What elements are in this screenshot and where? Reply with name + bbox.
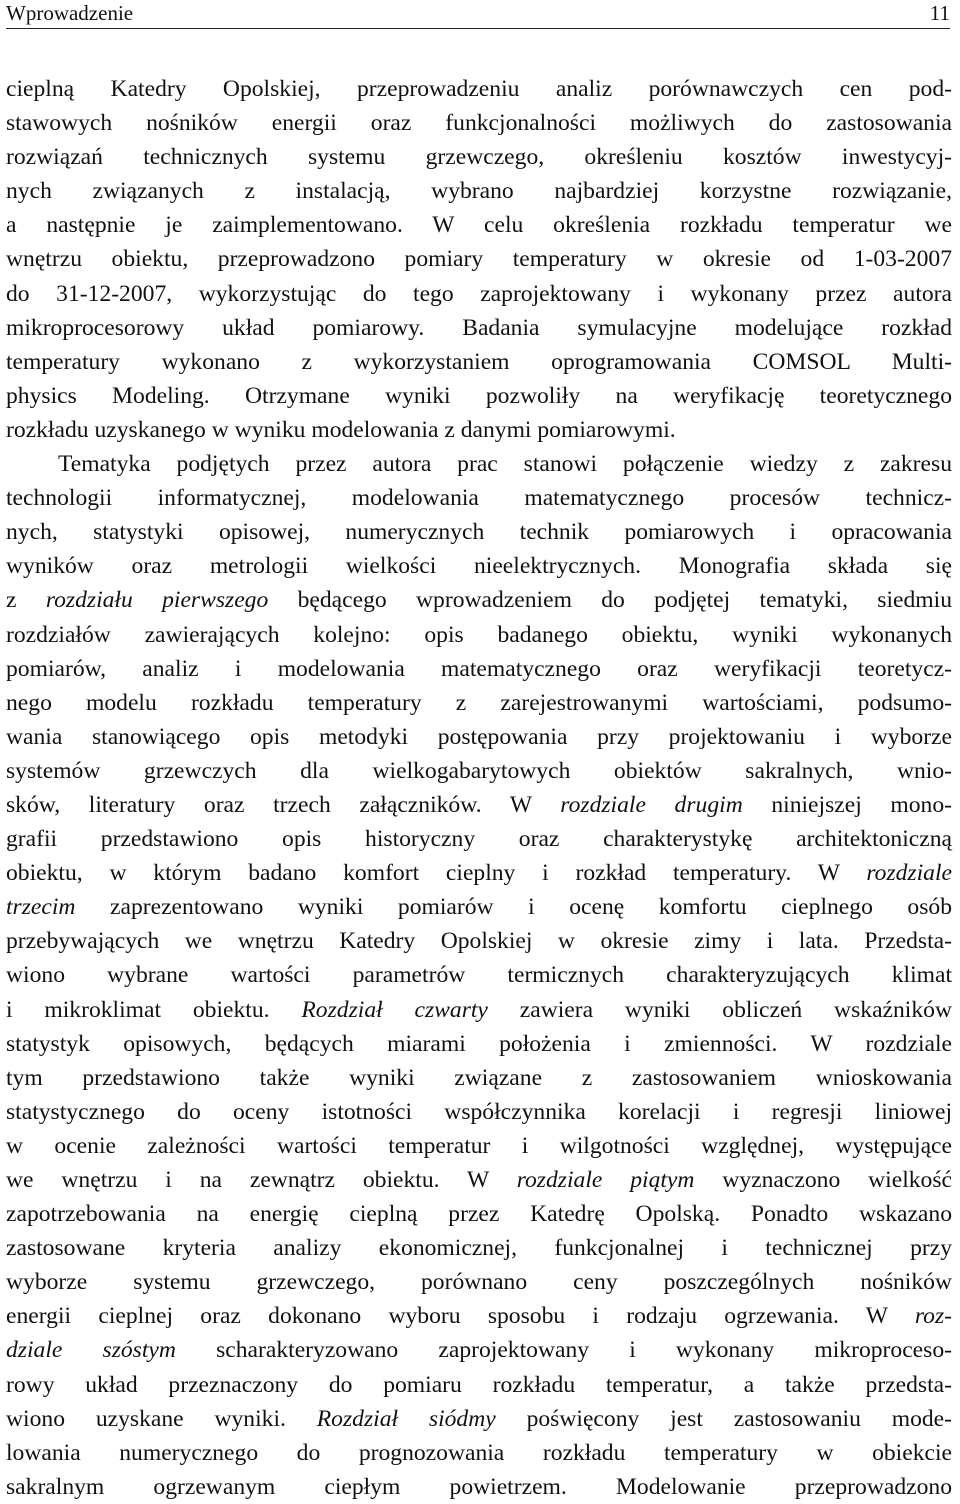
- text-line: [6, 890, 952, 924]
- text-run: lowania numerycznego do prognozowania rozkładu temperatury w obiekcie: [6, 1439, 952, 1466]
- text-run: będącego wprowadzeniem do podjętej tematyki, siedmiu: [268, 587, 952, 614]
- text-line: [6, 1333, 952, 1367]
- text-run: rowy układ przeznaczony do pomiaru rozkładu temperatur, a także przedsta-: [6, 1371, 952, 1398]
- text-line: [6, 277, 952, 311]
- emphasized-text: Rozdział czwarty: [301, 996, 488, 1023]
- text-run: systemów grzewczych dla wielkogabarytowych obiektów sakralnych, wnio-: [6, 757, 952, 784]
- text-line: [6, 856, 952, 890]
- text-run: nych, statystyki opisowej, numerycznych technik pomiarowych i opracowania: [6, 519, 952, 546]
- text-run: poświęcony jest zastosowaniu mode-: [495, 1405, 952, 1432]
- paragraph: [6, 72, 952, 447]
- running-header: [6, 0, 950, 29]
- text-run: grafii przedstawiono opis historyczny oraz charakterystykę architektoniczną: [6, 826, 952, 853]
- text-line: [6, 413, 952, 447]
- text-run: energii cieplnej oraz dokonano wyboru sposobu i rodzaju ogrzewania. W: [6, 1303, 915, 1330]
- text-line: [6, 549, 952, 583]
- text-line: [6, 583, 952, 617]
- text-line: [6, 1265, 952, 1299]
- text-run: wiono wybrane wartości parametrów termicznych charakteryzujących klimat: [6, 962, 952, 989]
- text-line: [6, 1061, 952, 1095]
- emphasized-text: rozdziału pierwszego: [45, 587, 269, 614]
- paragraph: [6, 447, 952, 1504]
- emphasized-text: roz-: [914, 1303, 952, 1330]
- text-line: [6, 447, 952, 481]
- page-number: 11: [929, 1, 950, 25]
- text-run: mikroprocesorowy układ pomiarowy. Badania symulacyjne modelujące rozkład: [6, 314, 952, 341]
- text-line: [6, 1095, 952, 1129]
- text-line: [6, 174, 952, 208]
- text-run: wnętrzu obiektu, przeprowadzono pomiary temperatury w okresie od 1-03-2007: [6, 246, 952, 273]
- text-line: [6, 924, 952, 958]
- text-run: sakralnym ogrzewanym ciepłym powietrzem. Modelowanie przeprowadzono: [6, 1473, 952, 1500]
- emphasized-text: rozdziale drugim: [560, 791, 743, 818]
- emphasized-text: dziale szóstym: [6, 1337, 176, 1364]
- text-run: we wnętrzu i na zewnątrz obiektu. W: [6, 1167, 517, 1193]
- text-line: [6, 106, 952, 140]
- text-line: [6, 686, 952, 720]
- text-run: a następnie je zaimplementowano. W celu określenia rozkładu temperatur we: [6, 212, 952, 239]
- text-line: [6, 72, 952, 106]
- text-run: stawowych nośników energii oraz funkcjonalności możliwych do zastosowania: [6, 110, 952, 137]
- text-run: zaprezentowano wyniki pomiarów i ocenę komfortu cieplnego osób: [75, 894, 952, 921]
- text-line: [6, 345, 952, 379]
- text-line: [6, 1197, 952, 1231]
- text-run: cieplną Katedry Opolskiej, przeprowadzeniu analiz porównawczych cen pod-: [6, 76, 952, 102]
- text-run: physics Modeling. Otrzymane wyniki pozwoliły na weryfikację teoretycznego: [6, 382, 952, 409]
- text-run: nego modelu rozkładu temperatury z zarejestrowanymi wartościami, podsumo-: [6, 689, 952, 716]
- emphasized-text: rozdziale piątym: [516, 1167, 695, 1193]
- text-line: [6, 242, 952, 276]
- text-run: i mikroklimat obiektu.: [6, 996, 302, 1023]
- text-run: wyników oraz metrologii wielkości nieelektrycznych. Monografia składa się: [6, 553, 952, 580]
- text-run: niniejszej mono-: [742, 791, 952, 818]
- text-line: [6, 311, 952, 345]
- text-run: do 31-12-2007, wykorzystując do tego zaprojektowany i wykonany przez autora: [6, 280, 952, 307]
- text-line: [6, 958, 952, 992]
- text-run: wyznaczono wielkość: [694, 1167, 952, 1193]
- text-line: [6, 652, 952, 686]
- text-line: [6, 618, 952, 652]
- text-line: [6, 993, 952, 1027]
- text-line: [6, 822, 952, 856]
- text-run: temperatury wykonano z wykorzystaniem oprogramowania COMSOL Multi-: [6, 348, 952, 375]
- text-line: [6, 515, 952, 549]
- text-run: rozkładu uzyskanego w wyniku modelowania z danymi pomiarowymi.: [6, 416, 676, 443]
- text-run: zawiera wyniki obliczeń wskaźników: [487, 996, 952, 1023]
- text-run: wania stanowiącego opis metodyki postępowania przy projektowaniu i wyborze: [6, 723, 952, 750]
- text-line: [6, 720, 952, 754]
- text-run: z: [6, 587, 46, 614]
- text-run: wyborze systemu grzewczego, porównano ceny poszczególnych nośników: [6, 1269, 952, 1296]
- text-run: statystycznego do oceny istotności współczynnika korelacji i regresji liniowej: [6, 1098, 952, 1125]
- text-line: [6, 1299, 952, 1333]
- text-run: technologii informatycznej, modelowania matematycznego procesów technicz-: [6, 485, 952, 512]
- text-run: wiono uzyskane wyniki.: [6, 1405, 317, 1432]
- text-line: [6, 788, 952, 822]
- text-run: nych związanych z instalacją, wybrano najbardziej korzystne rozwiązanie,: [6, 178, 952, 205]
- text-line: [6, 208, 952, 242]
- chapter-title: Wprowadzenie: [6, 1, 134, 25]
- text-line: [6, 754, 952, 788]
- text-run: w ocenie zależności wartości temperatur i wilgotności względnej, występujące: [6, 1132, 952, 1159]
- text-run: sków, literatury oraz trzech załączników. W: [6, 791, 561, 818]
- text-run: zastosowane kryteria analizy ekonomicznej, funkcjonalnej i technicznej przy: [6, 1235, 952, 1262]
- text-line: [6, 1027, 952, 1061]
- text-line: [6, 379, 952, 413]
- text-line: [6, 1436, 952, 1470]
- text-run: Tematyka podjętych przez autora prac stanowi połączenie wiedzy z zakresu: [58, 451, 952, 478]
- text-run: zapotrzebowania na energię cieplną przez Katedrę Opolską. Ponadto wskazano: [6, 1201, 952, 1228]
- text-run: tym przedstawiono także wyniki związane z zastosowaniem wnioskowania: [6, 1064, 952, 1091]
- text-run: scharakteryzowano zaprojektowany i wykonany mikroproceso-: [175, 1337, 952, 1364]
- text-line: [6, 1163, 952, 1197]
- text-line: [6, 1368, 952, 1402]
- text-run: rozdziałów zawierających kolejno: opis badanego obiektu, wyniki wykonanych: [6, 621, 952, 648]
- text-line: [6, 481, 952, 515]
- text-line: [6, 140, 952, 174]
- text-line: [6, 1470, 952, 1504]
- text-line: [6, 1129, 952, 1163]
- text-line: [6, 1402, 952, 1436]
- emphasized-text: rozdziale: [866, 860, 952, 887]
- text-line: [6, 1231, 952, 1265]
- text-run: pomiarów, analiz i modelowania matematycznego oraz weryfikacji teoretycz-: [6, 655, 952, 682]
- text-run: obiektu, w którym badano komfort cieplny i rozkład temperatury. W: [6, 860, 867, 887]
- text-run: rozwiązań technicznych systemu grzewczego, określeniu kosztów inwestycyj-: [6, 144, 952, 171]
- emphasized-text: trzecim: [6, 894, 76, 921]
- text-run: statystyk opisowych, będących miarami położenia i zmienności. W rozdziale: [6, 1030, 952, 1057]
- body-text: [6, 72, 952, 1504]
- emphasized-text: Rozdział siódmy: [316, 1405, 496, 1432]
- text-run: przebywających we wnętrzu Katedry Opolskiej w okresie zimy i lata. Przedsta-: [6, 928, 952, 955]
